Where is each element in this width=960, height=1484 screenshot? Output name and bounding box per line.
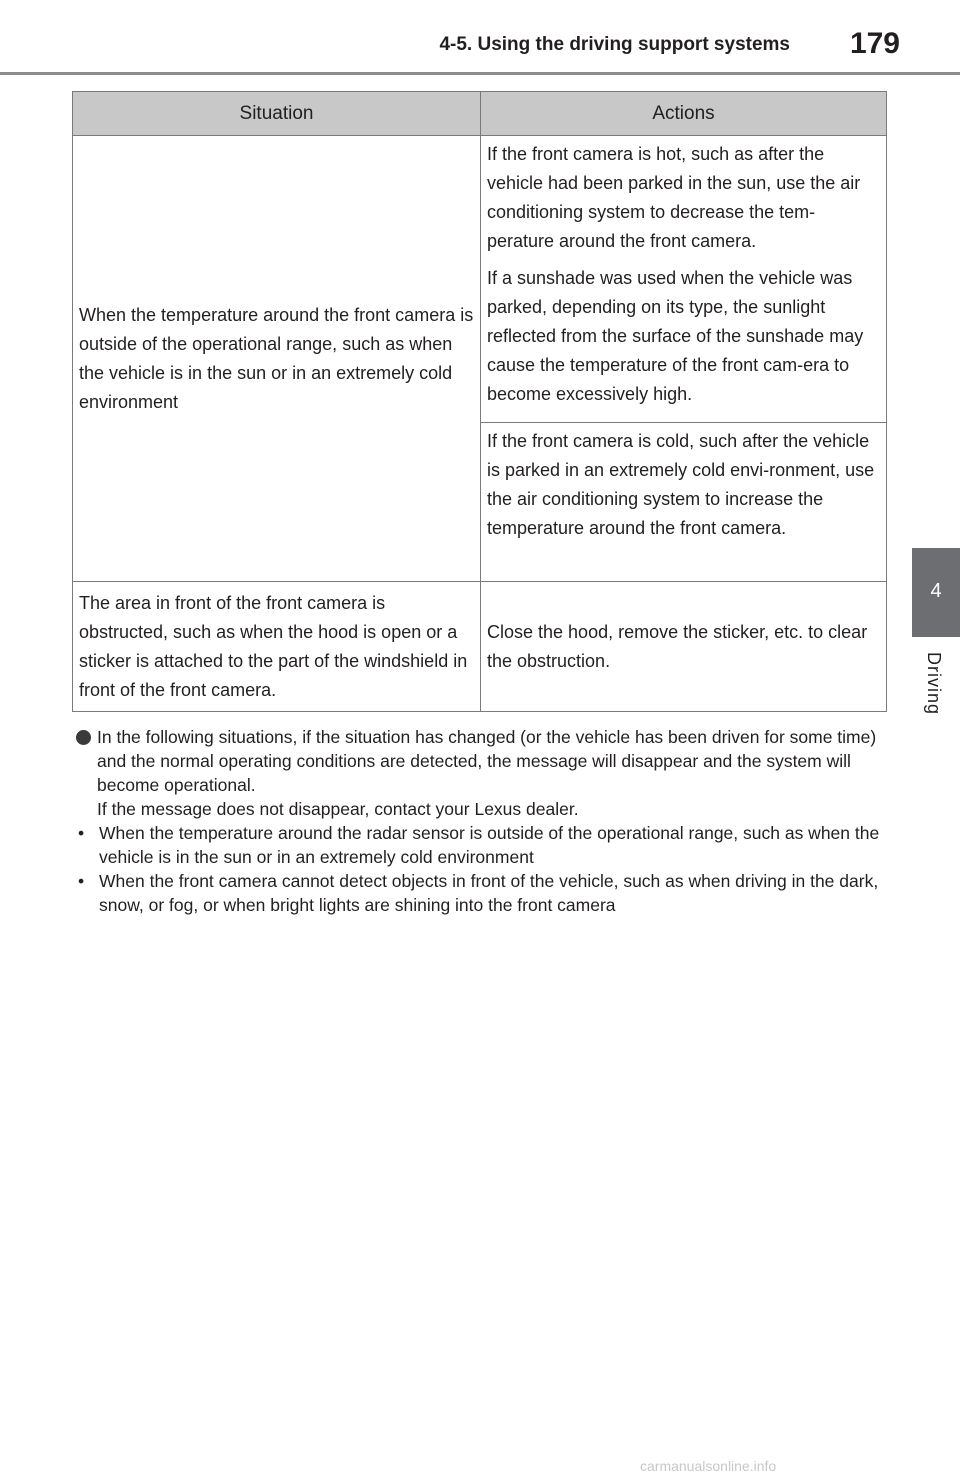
table-row — [73, 136, 887, 423]
actions-cell — [481, 582, 887, 712]
action-text: If a sunshade was used when the vehicle was parked, depending on its type, the sunlight reflected from the surface of the sunshade may cause the temperature of the front cam-era to become excessively high. — [487, 268, 864, 404]
table-row — [73, 582, 887, 712]
bullet-icon — [76, 730, 91, 745]
watermark: carmanualsonline.info — [640, 1458, 777, 1474]
troubleshooting-table — [72, 91, 887, 712]
header-rule — [0, 72, 960, 75]
situation-text: The area in front of the front camera is obstructed, such as when the hood is open or a sticker is attached to the part of the windshield in front of the front camera. — [79, 592, 468, 700]
column-header-actions: Actions — [481, 92, 887, 136]
page-number: 179 — [849, 27, 900, 60]
note-text: In the following situations, if the situation has changed (or the vehicle has been driven for some time) and the normal operating conditions are detected, the message will disappear and the system will become operational. — [97, 727, 877, 795]
table-header-row — [73, 92, 887, 136]
action-text: If the front camera is hot, such as after the vehicle had been parked in the sun, use the air conditioning system to decrease the tem-perature around the front camera. — [487, 144, 861, 251]
header-section-title: 4-5. Using the driving support systems — [439, 34, 790, 55]
actions-cell — [481, 423, 887, 582]
actions-cell — [481, 136, 887, 423]
action-text: Close the hood, remove the sticker, etc. to clear the obstruction. — [487, 621, 868, 671]
situation-cell — [73, 136, 481, 582]
note-text-contact: If the message does not disappear, contact your Lexus dealer. — [97, 799, 579, 819]
list-item — [76, 869, 888, 917]
list-item — [76, 821, 888, 869]
situation-cell — [73, 582, 481, 712]
chapter-tab-number: 4 — [930, 580, 942, 602]
list-item-text: When the front camera cannot detect objects in front of the vehicle, such as when driving in the dark, snow, or fog, or when bright lights are shining into the front camera — [99, 871, 879, 915]
situation-text: When the temperature around the front camera is outside of the operational range, such as when the vehicle is in the sun or in an extremely cold environment — [79, 304, 474, 412]
small-bullet-icon: • — [78, 823, 85, 843]
chapter-tab-label: Driving — [924, 652, 944, 716]
action-text: If the front camera is cold, such after the vehicle is parked in an extremely cold envi-ronment, use the air conditioning system to increase the temperature around the front camera. — [487, 431, 875, 538]
column-header-situation: Situation — [73, 92, 481, 136]
note-block — [76, 725, 888, 917]
condition-list — [76, 821, 888, 917]
small-bullet-icon: • — [78, 871, 85, 891]
list-item-text: When the temperature around the radar sensor is outside of the operational range, such as when the vehicle is in the sun or in an extremely cold environment — [99, 823, 880, 867]
